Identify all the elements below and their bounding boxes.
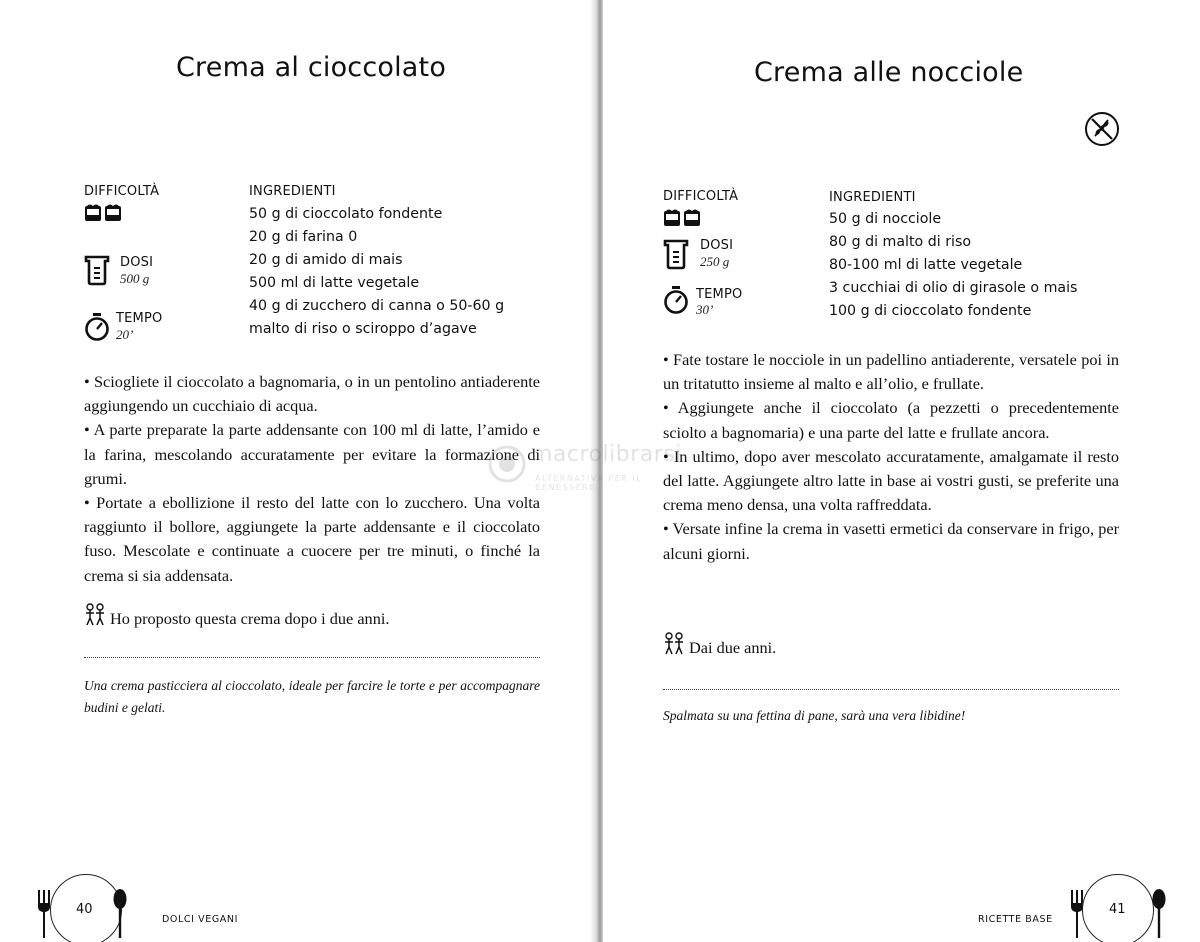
chef-hat-icon (663, 208, 703, 228)
time-label: TEMPO (696, 287, 743, 302)
stopwatch-icon (84, 312, 110, 342)
doses-label: DOSI (120, 255, 154, 270)
recipe-tip: Spalmata su una fettina di pane, sarà una vera libidine! (663, 708, 966, 723)
kids-note (663, 632, 776, 658)
step-paragraph: • Fate tostare le nocciole in un padellino antiaderente, versatele poi in un tritatutto insieme al malto e all’olio, e frullate. (663, 350, 1119, 394)
ingredient-item: 500 ml di latte vegetale (249, 275, 420, 291)
ingredient-item: 50 g di cioccolato fondente (249, 206, 443, 222)
children-icon (84, 603, 106, 627)
gluten-free-icon (1084, 111, 1120, 147)
ingredient-item: 3 cucchiai di olio di girasole o mais (829, 280, 1078, 296)
ingredient-item: 100 g di cioccolato fondente (829, 303, 1032, 319)
step-paragraph: • In ultimo, dopo aver mescolato accuratamente, amalgamate il resto del latte. Aggiungete altro latte in base ai vostri gusti, se preferite una crema meno densa, una volta raffreddata. (663, 446, 1119, 515)
recipe-title: Crema al cioccolato (176, 52, 447, 83)
kids-note-text: Dai due anni. (689, 638, 777, 657)
doses-value: 500 g (120, 271, 150, 286)
running-head: DOLCI VEGANI (162, 914, 239, 925)
ingredients-heading: INGREDIENTI (249, 184, 336, 199)
recipe-steps (84, 370, 540, 588)
ingredients-heading: INGREDIENTI (829, 190, 916, 205)
step-paragraph: • Portate a ebollizione il resto del latte con lo zucchero. Una volta raggiunto il bollore, aggiungete la parte addensante e il cioccolato fuso. Mescolate e continuate a cuocere per tre minuti, o finché la crema si sia addensata. (84, 493, 540, 585)
watermark-subtext: ALTERNATIVA PER IL BENESSERE (535, 474, 643, 492)
kids-note-text: Ho proposto questa crema dopo i due anni. (110, 609, 390, 628)
ingredient-item: 20 g di farina 0 (249, 229, 358, 245)
measuring-jug-icon (663, 238, 691, 270)
watermark-logo-icon (487, 444, 527, 484)
step-paragraph: • Versate infine la crema in vasetti ermetici da conservare in frigo, per alcuni giorni. (663, 519, 1119, 563)
recipe-steps (663, 348, 1119, 566)
watermark (483, 440, 683, 500)
doses-label: DOSI (700, 238, 734, 253)
step-paragraph: • Sciogliete il cioccolato a bagnomaria, o in un pentolino antiaderente aggiungendo un cucchiaio di acqua. (84, 372, 540, 416)
difficulty-label: DIFFICOLTÀ (84, 184, 160, 199)
spoon-icon (112, 888, 128, 940)
dotted-divider (84, 657, 540, 658)
time-value: 20’ (116, 327, 134, 342)
ingredient-item: 50 g di nocciole (829, 211, 942, 227)
right-page (603, 0, 1200, 942)
step-paragraph: • A parte preparate la parte addensante con 100 ml di latte, l’amido e la farina, mescolando accuratamente per evitare la formazione di grumi. (84, 420, 540, 488)
recipe-tip: Una crema pasticciera al cioccolato, ideale per farcire le torte e per accompagnare budini e gelati. (84, 678, 540, 715)
ingredient-item: 40 g di zucchero di canna o 50-60 g (249, 298, 505, 314)
step-paragraph: • Aggiungete anche il cioccolato (a pezzetti o precedentemente sciolto a bagnomaria) e una parte del latte e frullate ancora. (663, 398, 1119, 442)
ingredients-list (829, 208, 1077, 323)
ingredients-list (249, 203, 504, 341)
running-head: RICETTE BASE (978, 914, 1053, 925)
time-label: TEMPO (116, 311, 163, 326)
measuring-jug-icon (84, 254, 112, 286)
dotted-divider (663, 689, 1119, 690)
chef-hat-icon (84, 203, 124, 223)
ingredient-item: malto di riso o sciroppo d’agave (249, 321, 477, 337)
ingredient-item: 20 g di amido di mais (249, 252, 403, 268)
recipe-title: Crema alle nocciole (754, 57, 1024, 88)
children-icon (663, 632, 685, 656)
watermark-text: macrolibrarsi (531, 442, 682, 467)
spoon-icon (1151, 888, 1167, 940)
time-value: 30’ (696, 302, 714, 317)
page-number: 41 (1109, 902, 1126, 917)
kids-note (84, 603, 389, 629)
difficulty-label: DIFFICOLTÀ (663, 189, 739, 204)
ingredient-item: 80-100 ml di latte vegetale (829, 257, 1023, 273)
ingredient-item: 80 g di malto di riso (829, 234, 972, 250)
page-number: 40 (76, 902, 93, 917)
stopwatch-icon (663, 285, 689, 315)
doses-value: 250 g (700, 254, 730, 269)
